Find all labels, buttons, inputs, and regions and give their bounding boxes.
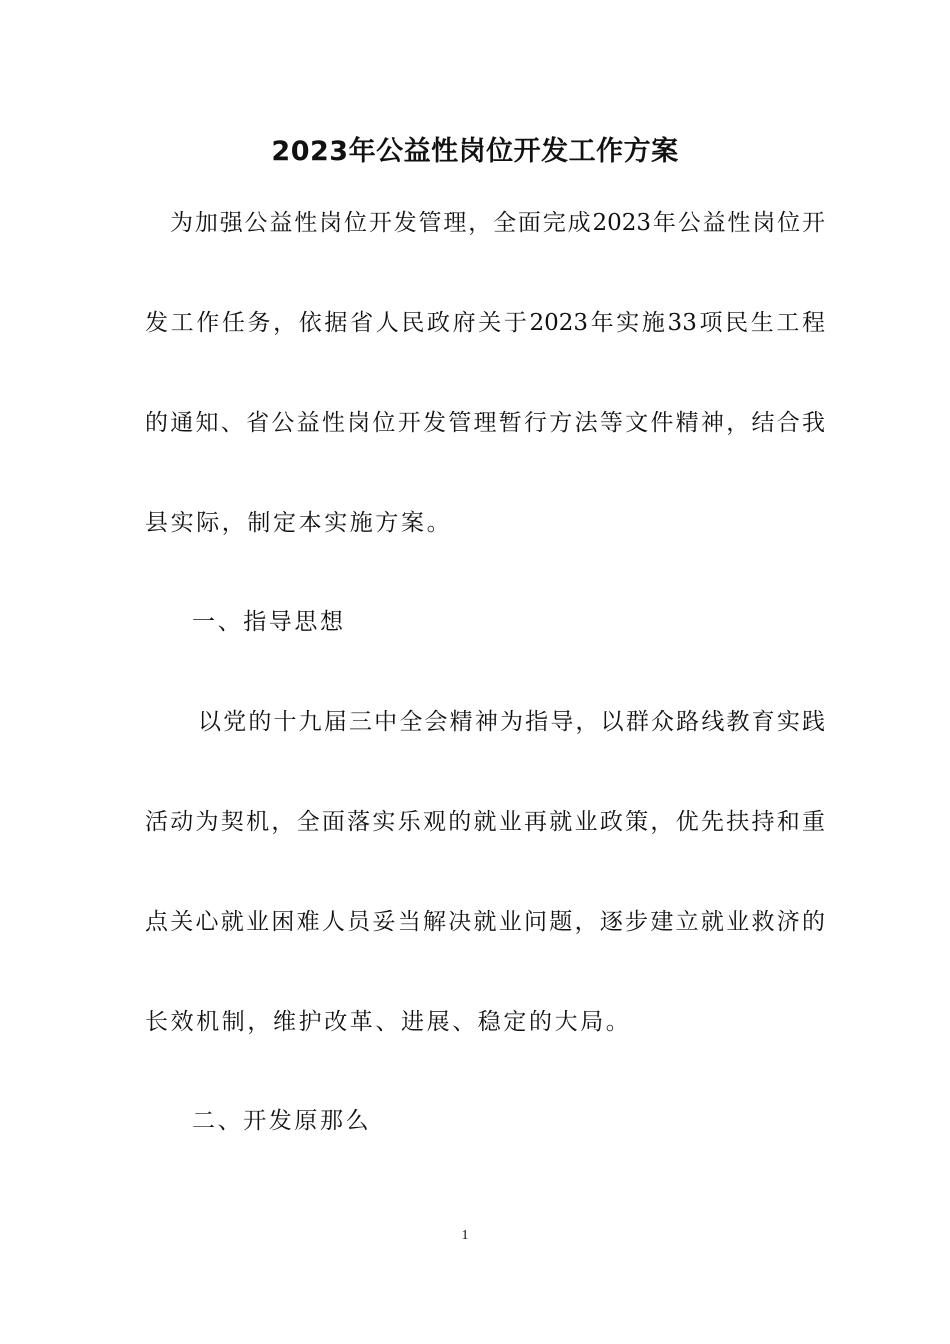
- paragraph-line: 县实际，制定本实施方案。: [145, 510, 453, 536]
- paragraph-line: 为加强公益性岗位开发管理，全面完成2023年公益性岗位开: [170, 210, 825, 236]
- paragraph-line: 活动为契机，全面落实乐观的就业再就业政策，优先扶持和重: [145, 809, 825, 835]
- section-heading: 一、指导思想: [192, 609, 346, 635]
- paragraph-line: 发工作任务，依据省人民政府关于2023年实施33项民生工程: [145, 310, 825, 336]
- paragraph-line: 点关心就业困难人员妥当解决就业问题，逐步建立就业救济的: [145, 909, 825, 935]
- page-number: 1: [461, 1228, 469, 1243]
- paragraph-line: 的通知、省公益性岗位开发管理暂行方法等文件精神，结合我: [145, 410, 825, 436]
- paragraph-line: 长效机制，维护改革、进展、稳定的大局。: [145, 1009, 632, 1035]
- section-heading: 二、开发原那么: [192, 1108, 372, 1134]
- paragraph-line: 以党的十九届三中全会精神为指导，以群众路线教育实践: [198, 709, 825, 735]
- document-title: 2023年公益性岗位开发工作方案: [271, 136, 679, 167]
